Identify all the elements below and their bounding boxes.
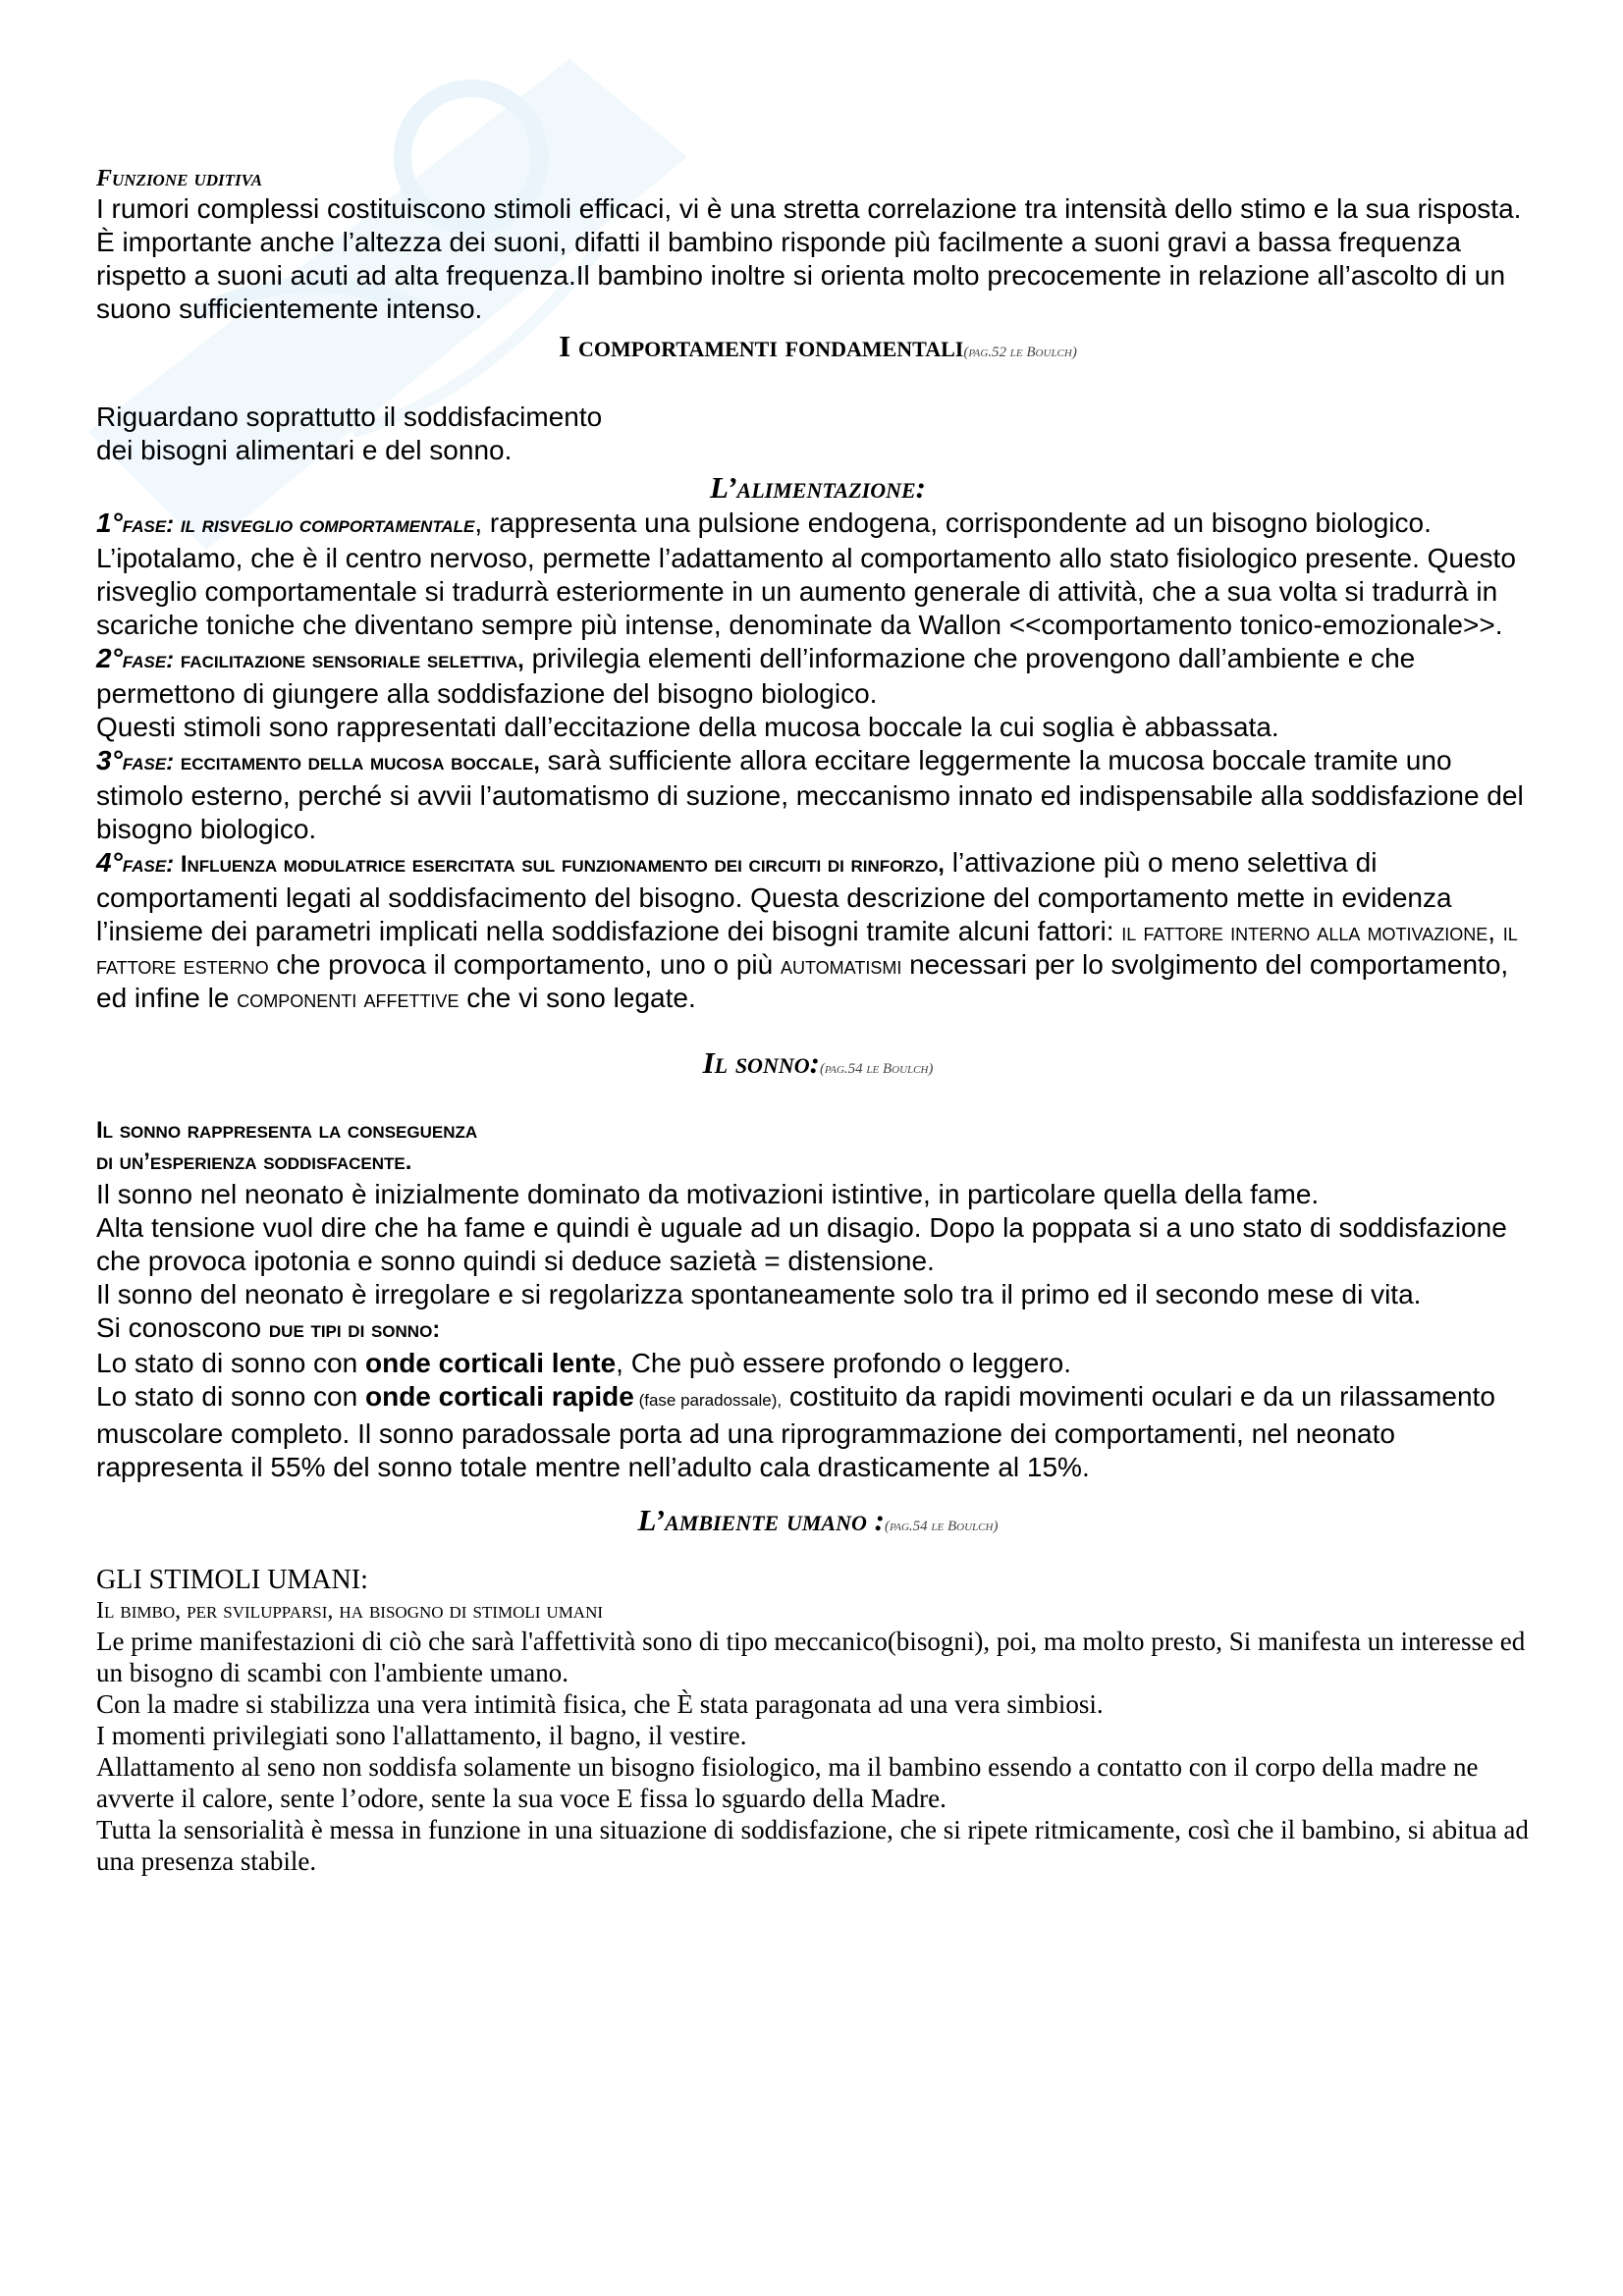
page-reference: (pag.54 le Boulch) [884,1519,999,1534]
paragraph: Le prime manifestazioni di ciò che sarà l'affettività sono di tipo meccanico(bisogni), poi, ma molto presto, Si manifesta un interesse ed un bisogno di scambi con l'ambiente umano. [96,1627,1526,1687]
section-title-ambiente-umano [96,1502,1540,1545]
phase-label: fase: [122,749,175,775]
paragraph: Riguardano soprattutto il soddisfacimento [96,401,603,432]
paragraph: Alta tensione vuol dire che ha fame e quindi è uguale ad un disagio. Dopo la poppata si a uno stato di soddisfazione che provoca ipotonia e sonno quindi si deduce sazietà = distensione. [96,1212,1507,1276]
page-reference: (pag.54 le Boulch) [819,1061,934,1077]
phase-number: 2° [96,643,123,673]
phase-title: eccitamento della mucosa boccale, [174,749,540,775]
text: Lo stato di sonno con [96,1348,365,1378]
factor-term: automatismi [780,950,902,980]
paragraph: Il sonno nel neonato è inizialmente dominato da motivazioni istintive, in particolare quella della fame. [96,1179,1320,1209]
subheading: di un’esperienza soddisfacente. [96,1148,412,1175]
factor-term: il fattore esterno [96,917,1518,980]
title-text: I comportamenti fondamentali [559,329,964,363]
title-text: Il sonno: [702,1045,820,1080]
factor-term: il fattore interno alla motivazione [1121,917,1488,946]
page-reference: (pag.52 le Boulch) [963,345,1077,360]
phase-3-paragraph [96,744,1540,846]
section-title-comportamenti [96,328,1540,371]
section-title-funzione-uditiva: Funzione uditiva [96,166,263,191]
text: che provoca il comportamento, uno o più [268,949,781,980]
phase-1-paragraph [96,507,1540,642]
phase-title: facilitazione sensoriale selettiva, [174,647,524,673]
text: costituito da rapidi movimenti oculari e da un rilassamento muscolare completo. Il sonno paradossale porta ad una riprogrammazione dei comportamenti, nel neonato rappresenta il 55% del sonno totale mentre nell’adulto cala drasticamente al 15%. [96,1381,1495,1482]
phase-label: fase: [122,851,175,878]
phase-number: 4° [96,847,123,878]
emphasis: onde corticali rapide [364,1381,634,1412]
phase-text: , rappresenta una pulsione endogena, corrispondente ad un bisogno biologico. L’ipotalamo, che è il centro nervoso, permette l’adattamento al comportamento allo stato fisiologico presente. Questo risveglio comportamentale si tradurrà esteriormente in un aumento generale di attività, che a sua volta si tradurrà in scariche toniche che diventano sempre più intense, denominate da Wallon <<comportamento tonico-emozionale>>. [96,507,1516,640]
phase-text: l’attivazione più o meno selettiva di comportamenti legati al soddisfacimento del bisogno. Questa descrizione del comportamento mette in evidenza l’insieme dei parametri implicati nella soddisfazione dei bisogni tramite alcuni fattori: [96,847,1452,946]
paragraph: Questi stimoli sono rappresentati dall’eccitazione della mucosa boccale la cui soglia è abbassata. [96,712,1279,742]
emphasis: due tipi di sonno: [268,1316,441,1343]
paragraph: dei bisogni alimentari e del sonno. [96,435,513,465]
section-title-alimentazione: L’alimentazione: [709,470,927,505]
phase-title: Influenza modulatrice esercitata sul funzionamento dei circuiti di rinforzo, [174,851,945,878]
phase-2-paragraph [96,642,1540,711]
phase-number: 1° [96,507,123,538]
subheading: Il bimbo, per svilupparsi, ha bisogno di stimoli umani [96,1598,604,1624]
paragraph: Il sonno del neonato è irregolare e si regolarizza spontaneamente solo tra il primo ed il secondo mese di vita. [96,1279,1422,1309]
phase-label: fase: il risveglio comportamentale [122,511,475,538]
paragraph [96,1380,1540,1484]
note: (fase paradossale), [633,1391,783,1410]
text: che vi sono legate. [459,983,696,1013]
emphasis: onde corticali lente [364,1348,617,1378]
paragraph: È importante anche l’altezza dei suoni, difatti il bambino risponde più facilmente a suoni gravi a bassa frequenza rispetto a suoni acuti ad alta frequenza.Il bambino inoltre si orienta molto precocemente in relazione all’ascolto di un suono sufficientemente intenso. [96,227,1506,324]
phase-text: sarà sufficiente allora eccitare leggermente la mucosa boccale tramite uno stimolo esterno, perché si avvii l’automatismo di suzione, meccanismo innato ed indispensabile alla soddisfazione del bisogno biologico. [96,745,1524,844]
paragraph: I rumori complessi costituiscono stimoli efficaci, vi è una stretta correlazione tra intensità dello stimo e la sua risposta. [96,193,1522,224]
phase-number: 3° [96,745,123,775]
phase-text: privilegia elementi dell’informazione che provengono dall’ambiente e che permettono di giungere alla soddisfazione del bisogno biologico. [96,643,1416,709]
paragraph: Con la madre si stabilizza una vera intimità fisica, che È stata paragonata ad una vera simbiosi. [96,1689,1104,1719]
paragraph [96,1311,1540,1347]
text: Lo stato di sonno con [96,1381,365,1412]
phase-label: fase: [122,647,175,673]
text: , [1488,916,1503,946]
text: necessari per lo svolgimento del comportamento, ed infine le [96,949,1509,1013]
text: Si conoscono [96,1312,269,1343]
text: , Che può essere profondo o leggero. [616,1348,1072,1378]
paragraph [96,1347,1540,1380]
subheading: GLI STIMOLI UMANI: [96,1565,368,1595]
document-page [96,165,1540,1877]
title-text: L’ambiente umano : [637,1503,885,1537]
factor-term: componenti affettive [237,984,460,1013]
subheading: Il sonno rappresenta la conseguenza [96,1117,478,1144]
paragraph: Tutta la sensorialità è messa in funzione in una situazione di soddisfazione, che si ripete ritmicamente, così che il bambino, si abitua ad una presenza stabile. [96,1815,1529,1876]
paragraph: I momenti privilegiati sono l'allattamento, il bagno, il vestire. [96,1721,747,1750]
paragraph: Allattamento al seno non soddisfa solamente un bisogno fisiologico, ma il bambino essendo a contatto con il corpo della madre ne avverte il calore, sente l’odore, sente la sua voce E fissa lo sguardo della Madre. [96,1752,1479,1813]
phase-4-paragraph [96,846,1540,1015]
section-title-sonno [96,1044,1540,1088]
